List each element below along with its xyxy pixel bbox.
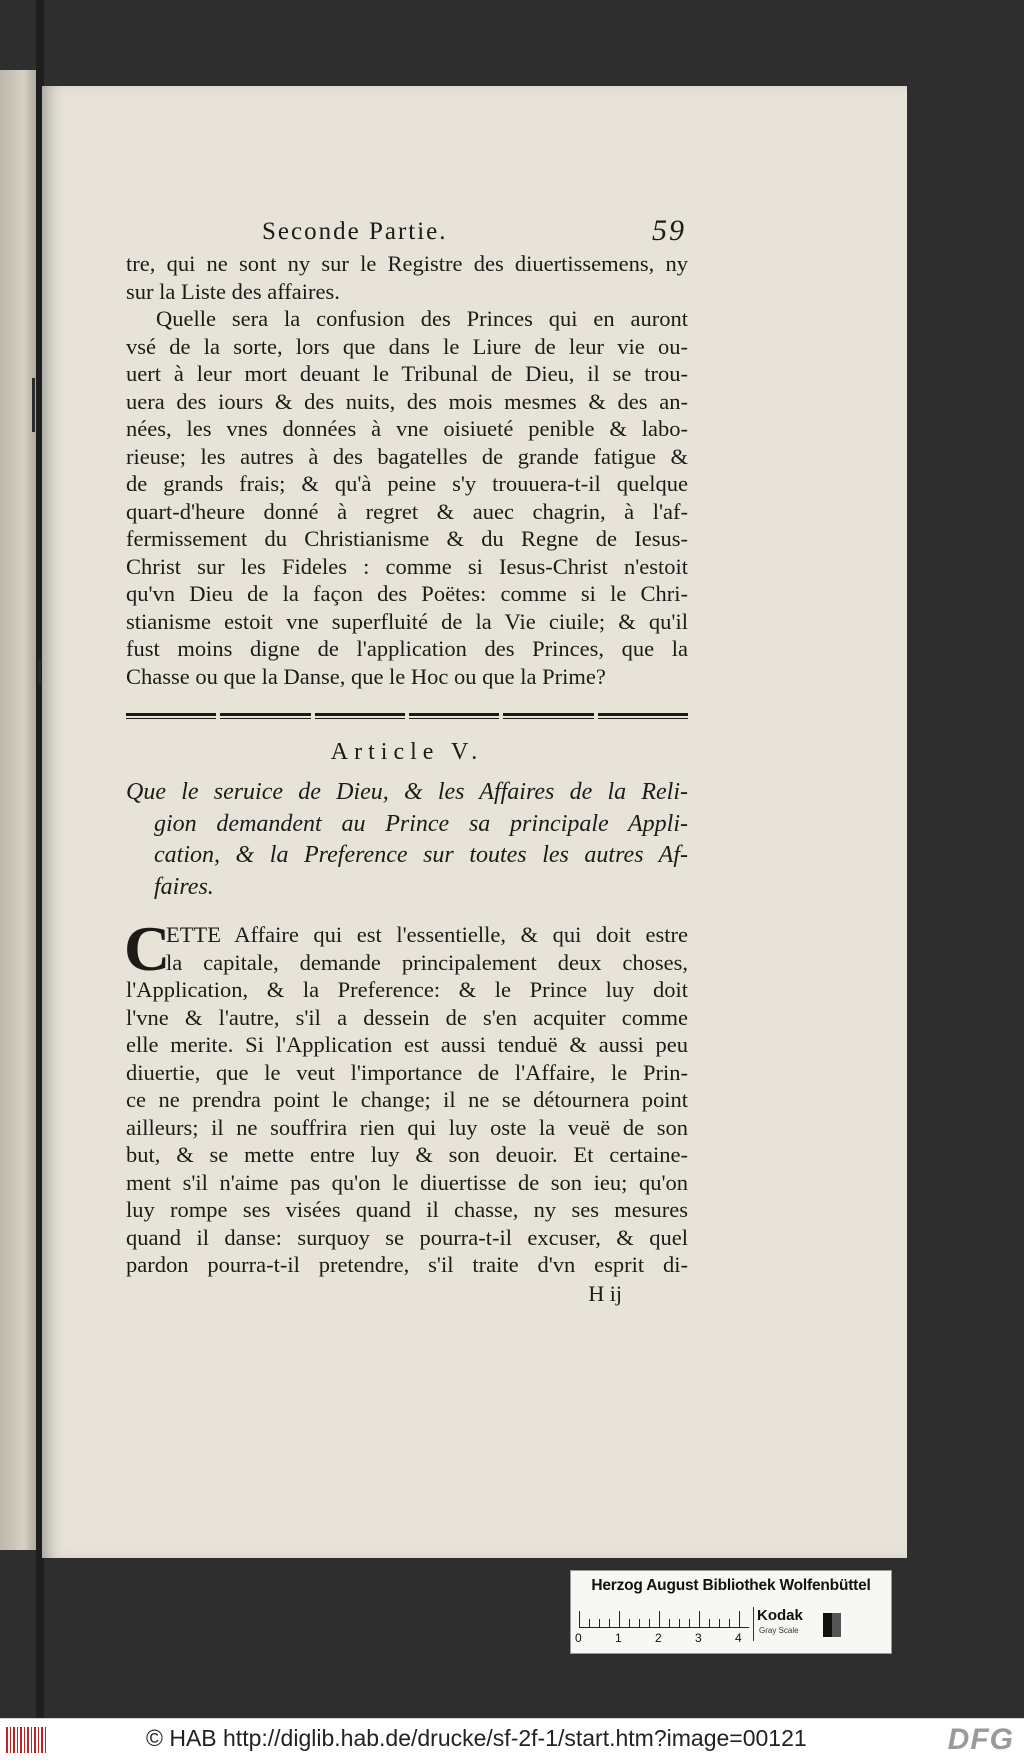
paragraph-2 bbox=[126, 305, 688, 690]
text-line: uera des iours & des nuits, des mois mesmes & des an- bbox=[126, 388, 688, 414]
rule-dash bbox=[220, 713, 310, 719]
text-line: ETTE Affaire qui est l'essentielle, & qui doit estre bbox=[166, 922, 688, 947]
rule-dash bbox=[315, 713, 405, 719]
text-line: uert à leur mort deuant le Tribunal de Dieu, il se trou- bbox=[126, 361, 688, 386]
text-line: rieuse; les autres à des bagatelles de grande fatigue & bbox=[126, 443, 688, 469]
margin-mark bbox=[32, 378, 35, 432]
text-line: Chasse ou que la Danse, que le Hoc ou que la Prime? bbox=[126, 663, 606, 689]
text-line: ment s'il n'aime pas qu'on le diuertisse de son ieu; qu'on bbox=[126, 1169, 688, 1195]
kodak-logo: Kodak bbox=[757, 1607, 803, 1624]
ruler-number: 0 bbox=[575, 1631, 582, 1645]
margin-mark bbox=[38, 660, 41, 684]
text-line: diuertie, que le veut l'importance de l'Affaire, le Prin- bbox=[126, 1059, 688, 1085]
copyright-link[interactable]: © HAB http://diglib.hab.de/drucke/sf-2f-1/start.htm?image=00121 bbox=[146, 1725, 807, 1751]
gray-scale-patch bbox=[823, 1613, 841, 1637]
summary-line: faires. bbox=[154, 873, 214, 900]
text-line: tre, qui ne sont ny sur le Registre des diuertissemens, ny bbox=[126, 251, 688, 276]
ruler-scale bbox=[579, 1609, 749, 1628]
ruler-number: 1 bbox=[615, 1631, 622, 1645]
text-line: ce ne prendra point le change; il ne se détournera point bbox=[126, 1087, 688, 1112]
library-color-scale-stamp bbox=[570, 1570, 892, 1654]
rule-dash bbox=[503, 713, 593, 719]
text-line: l'vne & l'autre, s'il a dessein de s'en acquiter comme bbox=[126, 1004, 688, 1030]
barcode-icon bbox=[6, 1727, 46, 1753]
page-number: 59 bbox=[652, 214, 686, 247]
text-line: quand il danse: surquoy se pourra-t-il excuser, & quel bbox=[126, 1224, 688, 1250]
ruler-number: 3 bbox=[695, 1631, 702, 1645]
running-head-title: Seconde Partie. bbox=[262, 218, 448, 245]
running-head bbox=[126, 214, 688, 250]
text-line: pardon pourra-t-il pretendre, s'il traite d'vn esprit di- bbox=[126, 1252, 688, 1277]
text-line: fust moins digne de l'application des Princes, que la bbox=[126, 636, 688, 661]
rule-dash bbox=[126, 713, 216, 719]
paragraph-3 bbox=[124, 913, 688, 1279]
text-line: but, & se mette entre luy & son deuoir. Et certaine- bbox=[126, 1142, 688, 1167]
paragraph-1 bbox=[126, 250, 688, 305]
article-summary bbox=[126, 777, 688, 903]
gray-scale-label: Gray Scale bbox=[759, 1626, 799, 1635]
rule-dash bbox=[598, 713, 688, 719]
ruler-number: 4 bbox=[735, 1631, 742, 1645]
library-name: Herzog August Bibliothek Wolfenbüttel bbox=[591, 1577, 871, 1594]
text-line: qu'vn Dieu de la façon des Poëtes: comme si le Chri- bbox=[126, 581, 688, 606]
ruler-number: 2 bbox=[655, 1631, 662, 1645]
stamp-divider bbox=[753, 1607, 754, 1641]
summary-line: Que le seruice de Dieu, & les Affaires de la Reli- bbox=[126, 779, 688, 805]
signature-mark: H ij bbox=[588, 1280, 622, 1306]
text-line: sur la Liste des affaires. bbox=[126, 278, 340, 304]
rule-dash bbox=[409, 713, 499, 719]
page-text bbox=[126, 214, 688, 1309]
text-line: l'Application, & la Preference: & le Prince luy doit bbox=[126, 977, 688, 1002]
text-line: fermissement du Christianisme & du Regne de Iesus- bbox=[126, 526, 688, 551]
text-line: Quelle sera la confusion des Princes qui en auront bbox=[156, 306, 688, 331]
text-line: stianisme estoit vne superfluité de la Vie ciuile; & qu'il bbox=[126, 608, 688, 634]
text-line: la capitale, demande principalement deux choses, bbox=[166, 949, 688, 975]
drop-cap: C bbox=[124, 913, 171, 984]
text-line: de grands frais; & qu'à peine s'y trouuera-t-il quelque bbox=[126, 471, 688, 496]
article-heading: Article V. bbox=[330, 739, 484, 765]
text-line: vsé de la sorte, lors que dans le Liure de leur vie ou- bbox=[126, 333, 688, 359]
text-line: nées, les vnes données à vne oisiueté penible & labo- bbox=[126, 416, 688, 441]
summary-line: cation, & la Preference sur toutes les autres Af- bbox=[154, 842, 688, 868]
text-line: elle merite. Si l'Application est aussi tenduë & aussi peu bbox=[126, 1032, 688, 1057]
text-line: ailleurs; il ne souffrira rien qui luy oste la veuë de son bbox=[126, 1114, 688, 1140]
footer-bar bbox=[0, 1718, 1024, 1760]
dfg-logo: DFG bbox=[947, 1723, 1014, 1756]
text-line: Christ sur les Fideles : comme si Iesus-Christ n'estoit bbox=[126, 553, 688, 579]
summary-line: gion demandent au Prince sa principale Appli- bbox=[154, 810, 688, 837]
text-line: quart-d'heure donné à regret & auec chagrin, à l'af- bbox=[126, 498, 688, 524]
decorative-rule bbox=[126, 713, 688, 721]
left-page-edge bbox=[0, 70, 40, 1550]
text-line: luy rompe ses visées quand il chasse, ny ses mesures bbox=[126, 1197, 688, 1222]
